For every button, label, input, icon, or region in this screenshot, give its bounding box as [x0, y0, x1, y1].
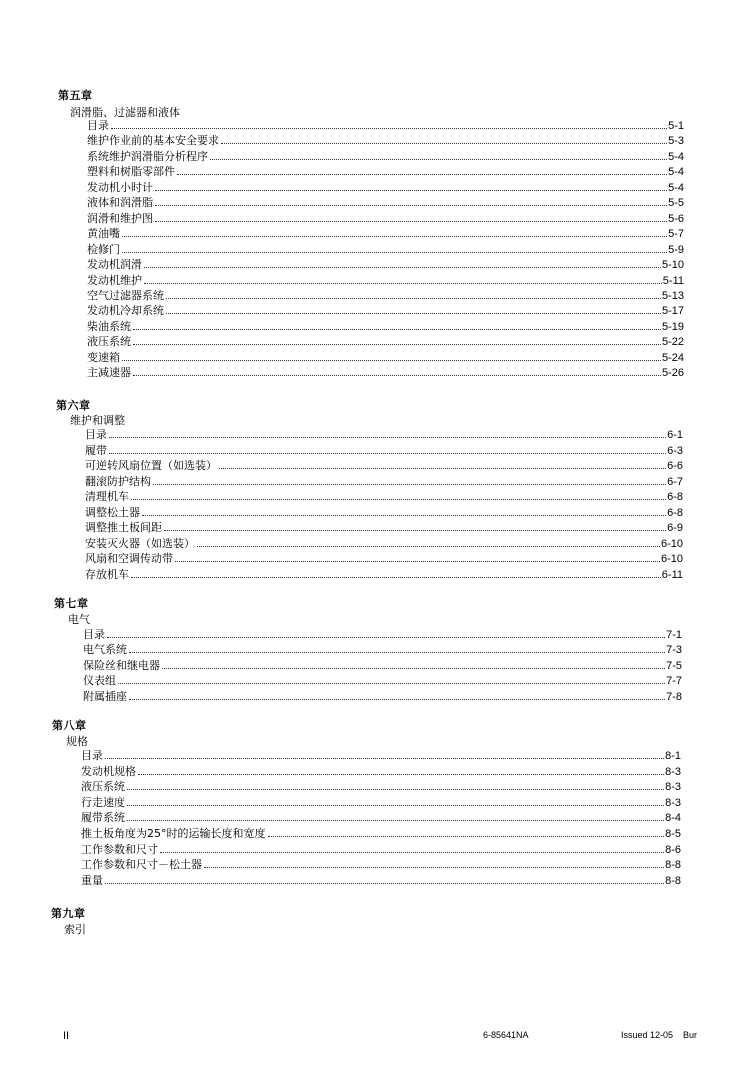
dot-leader	[105, 883, 664, 884]
toc-entry-page: 5-3	[668, 135, 684, 148]
toc-entry[interactable]	[83, 689, 682, 704]
toc-entry[interactable]	[87, 133, 684, 148]
toc-entry-title: 目录	[81, 749, 103, 762]
dot-leader	[138, 774, 664, 775]
toc-entry-title: 检修门	[87, 242, 120, 256]
toc-entry-page: 8-8	[665, 859, 681, 872]
toc-entry[interactable]	[81, 764, 681, 779]
chapter-title: 第六章	[56, 399, 91, 412]
toc-entry-title: 调整推土板间距	[85, 521, 162, 534]
toc-entry[interactable]	[87, 273, 684, 288]
toc-entry-title: 推土板角度为25°时的运输长度和宽度	[81, 827, 266, 840]
toc-entry[interactable]	[87, 149, 684, 164]
toc-entry[interactable]	[87, 350, 684, 365]
dot-leader	[131, 499, 666, 500]
toc-entry[interactable]	[85, 458, 683, 473]
toc-entry-title: 翻滚防护结构	[85, 474, 151, 488]
toc-entry-page: 5-26	[661, 367, 684, 380]
toc-entry-title: 塑料和树脂零部件	[87, 165, 175, 179]
toc-entry-title: 黄油嘴	[87, 227, 120, 241]
dot-leader	[122, 360, 661, 361]
toc-entry-page: 7-5	[666, 659, 682, 672]
toc-entry-title: 仪表组	[83, 674, 116, 688]
toc-entry[interactable]	[81, 842, 681, 857]
toc-entry-page: 5-11	[662, 274, 684, 287]
toc-entry-title: 调整松土器	[85, 505, 140, 519]
dot-leader	[175, 561, 660, 562]
toc-entry-title: 履带系统	[81, 811, 125, 825]
footer-page-number: II	[63, 1030, 70, 1042]
toc-entry-title: 存放机车	[85, 567, 129, 581]
dot-leader	[166, 298, 661, 299]
toc-entry[interactable]	[87, 334, 684, 349]
toc-entry-page: 5-10	[661, 259, 684, 272]
toc-entry-title: 目录	[87, 119, 109, 132]
toc-entry-title: 柴油系统	[87, 319, 131, 333]
toc-entry-title: 液压系统	[87, 335, 131, 349]
toc-entry-page: 7-3	[666, 644, 682, 657]
toc-entry-page: 6-9	[667, 522, 683, 534]
chapter-subtitle: 电气	[68, 613, 90, 626]
toc-entry-page: 8-5	[665, 828, 681, 840]
toc-entry[interactable]	[81, 779, 681, 794]
toc-entry-page: 6-1	[667, 429, 683, 441]
toc-entry-title: 维护作业前的基本安全要求	[87, 134, 219, 148]
toc-entry[interactable]	[85, 427, 683, 442]
toc-entry-title: 安装灭火器（如选装）	[85, 536, 195, 550]
toc-entry-page: 6-6	[667, 460, 683, 472]
toc-entry-title: 保险丝和继电器	[83, 658, 160, 672]
toc-entry-title: 系统维护润滑脂分析程序	[87, 149, 208, 163]
toc-entry-title: 清理机车	[85, 490, 129, 503]
dot-leader	[133, 375, 661, 376]
dot-leader	[153, 484, 666, 485]
toc-entry-page: 7-8	[666, 690, 682, 703]
toc-entry-title: 发动机规格	[81, 764, 136, 778]
chapter-title: 第七章	[54, 597, 89, 610]
dot-leader	[109, 453, 666, 454]
chapter-subtitle: 维护和调整	[70, 414, 125, 427]
toc-entry-page: 8-3	[665, 765, 681, 778]
chapter-title: 第八章	[52, 719, 87, 732]
dot-leader	[122, 236, 667, 237]
dot-leader	[155, 221, 667, 222]
footer-issue: Issued 12-05	[621, 1030, 674, 1040]
dot-leader	[107, 637, 665, 638]
toc-entry[interactable]	[87, 118, 684, 133]
toc-entry[interactable]	[85, 474, 683, 489]
footer-doc-code: 6-85641NA	[483, 1030, 529, 1040]
dot-leader	[131, 577, 661, 578]
dot-leader	[164, 530, 666, 531]
toc-entry-page: 6-11	[661, 568, 683, 581]
toc-entry[interactable]	[85, 520, 683, 535]
toc-entry[interactable]	[81, 795, 681, 810]
toc-entry-title: 工作参数和尺寸	[81, 842, 158, 856]
toc-entry-page: 6-10	[660, 537, 683, 550]
chapter-title: 第九章	[51, 907, 86, 920]
toc-entry-page: 8-3	[665, 796, 681, 809]
toc-entry-title: 空气过滤器系统	[87, 288, 164, 302]
dot-leader	[105, 758, 664, 759]
toc-entry[interactable]	[81, 857, 681, 872]
toc-entry-page: 5-5	[668, 197, 684, 210]
toc-entry-title: 发动机小时计	[87, 180, 153, 194]
toc-entry-page: 5-4	[668, 181, 684, 194]
toc-entry-title: 润滑和维护图	[87, 211, 153, 225]
toc-entry-title: 发动机冷却系统	[87, 304, 164, 318]
toc-entry[interactable]	[87, 164, 684, 179]
toc-entry-page: 6-8	[667, 506, 683, 519]
chapter-title: 第五章	[58, 89, 93, 102]
toc-entry-title: 重量	[81, 873, 103, 887]
toc-entry-title: 电气系统	[83, 643, 127, 657]
dot-leader	[133, 344, 661, 345]
toc-entry-page: 5-6	[668, 212, 684, 225]
dot-leader	[129, 699, 665, 700]
dot-leader	[166, 313, 661, 314]
dot-leader	[221, 143, 667, 144]
toc-entry-page: 5-13	[661, 289, 684, 302]
toc-entry-page: 8-3	[665, 781, 681, 794]
toc-entry-title: 附属插座	[83, 689, 127, 703]
footer-tag: Bur	[683, 1030, 698, 1040]
toc-entry[interactable]	[87, 303, 684, 318]
toc-entry-page: 5-19	[661, 320, 684, 333]
toc-entry[interactable]	[83, 658, 682, 673]
toc-entry[interactable]	[87, 319, 684, 334]
dot-leader	[142, 515, 666, 516]
toc-entry[interactable]	[85, 551, 683, 566]
toc-entry-title: 液压系统	[81, 780, 125, 794]
toc-entry[interactable]	[81, 810, 681, 825]
dot-leader	[127, 789, 664, 790]
chapter-subtitle: 规格	[66, 735, 88, 748]
toc-entry[interactable]	[83, 642, 682, 657]
toc-entry-page: 8-6	[665, 843, 681, 856]
toc-entry[interactable]	[87, 226, 684, 241]
toc-entry-title: 可逆转风扇位置（如选装）	[85, 459, 217, 472]
toc-entry[interactable]	[85, 536, 683, 551]
dot-leader	[160, 852, 664, 853]
dot-leader	[204, 867, 664, 868]
toc-entry[interactable]	[87, 180, 684, 195]
toc-entry[interactable]	[81, 873, 681, 888]
toc-entry-page: 8-1	[665, 750, 681, 762]
toc-entry-title: 履带	[85, 443, 107, 457]
dot-leader	[155, 190, 667, 191]
toc-entry[interactable]	[87, 365, 684, 380]
toc-entry-page: 5-1	[668, 120, 684, 132]
dot-leader	[127, 820, 664, 821]
dot-leader	[155, 205, 667, 206]
toc-entry-page: 5-4	[668, 166, 684, 179]
toc-entry[interactable]	[85, 489, 683, 504]
toc-entry-page: 6-8	[667, 491, 683, 503]
toc-entry-title: 发动机维护	[87, 273, 142, 287]
toc-entry-page: 5-24	[661, 351, 684, 364]
dot-leader	[162, 668, 665, 669]
dot-leader	[177, 174, 667, 175]
toc-entry[interactable]	[87, 257, 684, 272]
dot-leader	[133, 329, 661, 330]
toc-entry-page: 5-22	[661, 336, 684, 349]
toc-entry-page: 7-7	[666, 675, 682, 688]
dot-leader	[197, 546, 660, 547]
dot-leader	[219, 468, 666, 469]
dot-leader	[268, 836, 665, 837]
dot-leader	[144, 267, 661, 268]
toc-entry-page: 7-1	[666, 629, 682, 641]
toc-entry-title: 主减速器	[87, 366, 131, 380]
dot-leader	[111, 128, 667, 129]
toc-entry-title: 液体和润滑脂	[87, 196, 153, 210]
toc-entry[interactable]	[85, 443, 683, 458]
toc-entry-page: 6-3	[667, 444, 683, 457]
toc-entry-page: 5-9	[668, 243, 684, 256]
dot-leader	[129, 652, 665, 653]
dot-leader	[109, 437, 666, 438]
dot-leader	[210, 159, 667, 160]
toc-entry-page: 6-10	[660, 553, 683, 565]
toc-entry[interactable]	[87, 211, 684, 226]
toc-entry[interactable]	[81, 748, 681, 763]
toc-entry-page: 5-17	[661, 305, 684, 318]
toc-entry-page: 8-8	[665, 874, 681, 887]
toc-entry-page: 6-7	[667, 475, 683, 488]
toc-entry-page: 8-4	[665, 812, 681, 825]
toc-entry[interactable]	[81, 826, 681, 841]
toc-entry-title: 工作参数和尺寸－松土器	[81, 858, 202, 872]
toc-entry-page: 5-4	[668, 150, 684, 163]
toc-entry[interactable]	[83, 673, 682, 688]
dot-leader	[127, 805, 664, 806]
dot-leader	[122, 252, 667, 253]
toc-entry[interactable]	[87, 288, 684, 303]
toc-entry[interactable]	[87, 195, 684, 210]
toc-entry-title: 目录	[85, 428, 107, 441]
dot-leader	[118, 683, 665, 684]
toc-entry[interactable]	[85, 505, 683, 520]
toc-entry-title: 行走速度	[81, 795, 125, 809]
toc-entry[interactable]	[85, 567, 683, 582]
toc-entry-page: 5-7	[668, 228, 684, 241]
toc-entry-title: 风扇和空调传动带	[85, 552, 173, 565]
dot-leader	[144, 283, 662, 284]
toc-entry[interactable]	[83, 627, 682, 642]
toc-entry-title: 变速箱	[87, 350, 120, 364]
toc-entry-title: 目录	[83, 628, 105, 641]
chapter-subtitle: 润滑脂、过滤器和液体	[70, 106, 180, 119]
toc-entry[interactable]	[87, 242, 684, 257]
toc-entry-title: 发动机润滑	[87, 258, 142, 272]
chapter-subtitle: 索引	[64, 923, 86, 936]
